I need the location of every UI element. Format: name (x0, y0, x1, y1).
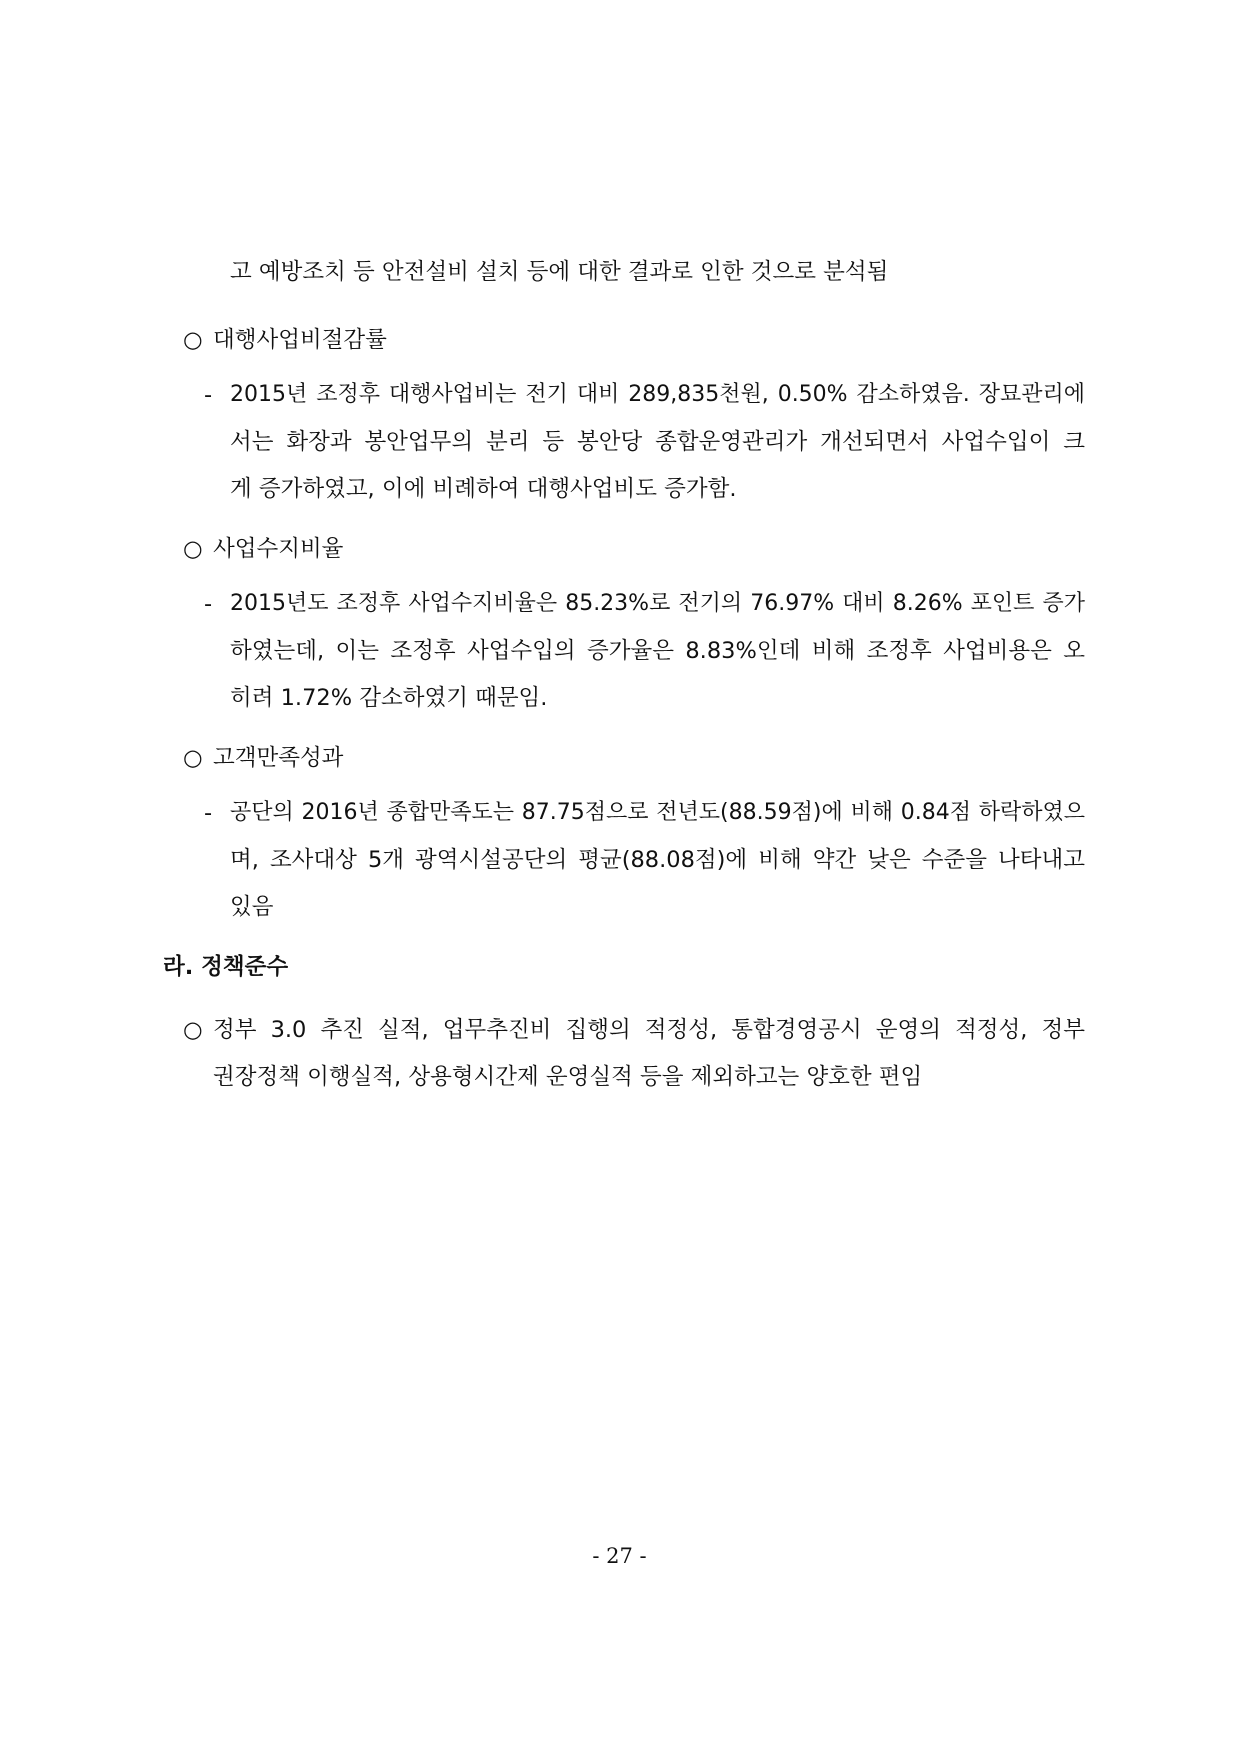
section1-line-2: 서는 화장과 봉안업무의 분리 등 봉안당 종합운영관리가 개선되면서 사업수입이 크 (230, 429, 1085, 455)
intro-line: 고 예방조치 등 안전설비 설치 등에 대한 결과로 인한 것으로 분석됨 (230, 259, 889, 285)
circle-bullet-icon: ○ (183, 327, 203, 353)
dash-bullet-icon: - (204, 591, 213, 617)
page-number: - 27 - (592, 1544, 647, 1568)
section2-line-2: 하였는데, 이는 조정후 사업수입의 증가율은 8.83%인데 비해 조정후 사업비용은 오 (230, 638, 1085, 664)
section4-line-1: 정부 3.0 추진 실적, 업무추진비 집행의 적정성, 통합경영공시 운영의 적정성, 정부 (213, 1017, 1085, 1043)
section1-line-3: 게 증가하였고, 이에 비례하여 대행사업비도 증가함. (230, 476, 737, 502)
dash-bullet-icon: - (204, 382, 213, 408)
dash-bullet-icon: - (204, 800, 213, 826)
circle-bullet-icon: ○ (183, 1017, 203, 1043)
section-title-balance-ratio: 사업수지비율 (213, 536, 344, 562)
section3-line-3: 있음 (230, 894, 274, 920)
section-title-cost-reduction: 대행사업비절감률 (213, 327, 387, 353)
section-heading-policy-compliance: 라. 정책준수 (163, 954, 289, 980)
section-title-customer-satisfaction: 고객만족성과 (213, 745, 344, 771)
circle-bullet-icon: ○ (183, 536, 203, 562)
circle-bullet-icon: ○ (183, 745, 203, 771)
section4-line-2: 권장정책 이행실적, 상용형시간제 운영실적 등을 제외하고는 양호한 편임 (213, 1064, 923, 1090)
section3-line-2: 며, 조사대상 5개 광역시설공단의 평균(88.08점)에 비해 약간 낮은 수준을 나타내고 (230, 847, 1085, 873)
section2-line-3: 히려 1.72% 감소하였기 때문임. (230, 685, 548, 711)
section3-line-1: 공단의 2016년 종합만족도는 87.75점으로 전년도(88.59점)에 비해 0.84점 하락하였으 (230, 800, 1085, 825)
section1-line-1: 2015년 조정후 대행사업비는 전기 대비 289,835천원, 0.50% 감소하였음. 장묘관리에 (230, 382, 1085, 407)
section2-line-1: 2015년도 조정후 사업수지비율은 85.23%로 전기의 76.97% 대비 8.26% 포인트 증가 (230, 591, 1085, 616)
